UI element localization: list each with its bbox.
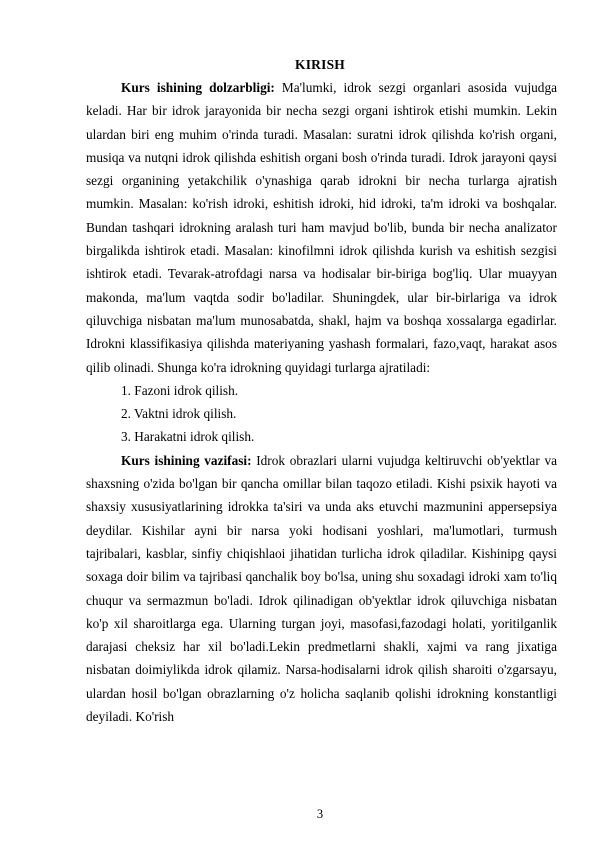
objectives-text: Idrok obrazlari ularni vujudga keltiruvchi ob'yektlar va shaxsning o'zida bo'lgan bir qancha omillar bilan taqozo etiladi. Kishi psixik hayoti va shaxsiy xususiyatlarining idrokka ta'siri va unda aks etuvchi mazmunini appersepsiya deydilar. Kishilar ayni bir narsa yoki hodisani yoshlari, ma'lumotlari, turmush tajribalari, kasblar, sinfiy chiqishlaoi jihatidan turlicha idrok qiladilar. Kishinipg qaysi soxaga doir bilim va tajribasi qanchalik boy bo'lsa, uning shu soxadagi idroki xam to'liq chuqur va sermazmun bo'ladi. Idrok qilinadigan ob'yektlar idrok qiluvchiga nisbatan ko'p xil sharoitlarga ega. Ularning turgan joyi, masofasi,fazodagi holati, yoritilganlik darajasi cheksiz har xil bo'ladi.Lekin predmetlarni shakli, xajmi va rang jixatiga nisbatan doimiylikda idrok qilamiz. Narsa-hodisalarni idrok qilish sharoiti o'zgarsayu, ulardan hosil bo'lgan obrazlarning o'z holicha saqlanib qolishi idrokning konstantligi deyiladi. Ko'rish: [86, 452, 557, 725]
list-item: 2. Vaktni idrok qilish.: [121, 406, 237, 422]
page-number: 3: [316, 807, 324, 821]
page-title: KIRISH: [295, 57, 345, 72]
list-item: 1. Fazoni idrok qilish.: [121, 382, 239, 398]
paragraph-relevance: [86, 76, 557, 379]
objectives-heading: Kurs ishining vazifasi:: [121, 452, 252, 468]
paragraph-objectives: [86, 449, 557, 729]
relevance-text: Ma'lumki, idrok sezgi organlari asosida vujudga keladi. Har bir idrok jarayonida bir necha sezgi organi ishtirok etishi mumkin. Lekin ulardan biri eng muhim o'rinda turadi. Masalan: suratni idrok qilishda ko'rish organi, musiqa va nutqni idrok qilishda eshitish organi bosh o'rinda turadi. Idrok jarayoni qaysi sezgi organining yetakchilik o'ynashiga qarab idrokni bir necha turlarga ajratish mumkin. Masalan: ko'rish idroki, eshitish idroki, hid idroki, ta'm idroki va boshqalar. Bundan tashqari idrokning aralash turi ham mavjud bo'lib, bunda bir necha analizator birgalikda ishtirok etadi. Masalan: kinofilmni idrok qilishda kurish va eshitish sezgisi ishtirok etadi. Tevarak-atrofdagi narsa va hodisalar bir-biriga bog'liq. Ular muayyan makonda, ma'lum vaqtda sodir bo'ladilar. Shuningdek, ular bir-birlariga va idrok qiluvchiga nisbatan ma'lum munosabatda, shakl, hajm va boshqa xossalarga egadirlar. Idrokni klassifikasiya qilishda materiyaning yashash formalari, fazo,vaqt, harakat asos qilib olinadi. Shunga ko'ra idrokning quyidagi turlarga ajratiladi:: [86, 80, 557, 375]
body-text: [86, 76, 557, 728]
relevance-heading: Kurs ishining dolzarbligi:: [121, 80, 275, 95]
list-item: 3. Harakatni idrok qilish.: [121, 429, 255, 445]
